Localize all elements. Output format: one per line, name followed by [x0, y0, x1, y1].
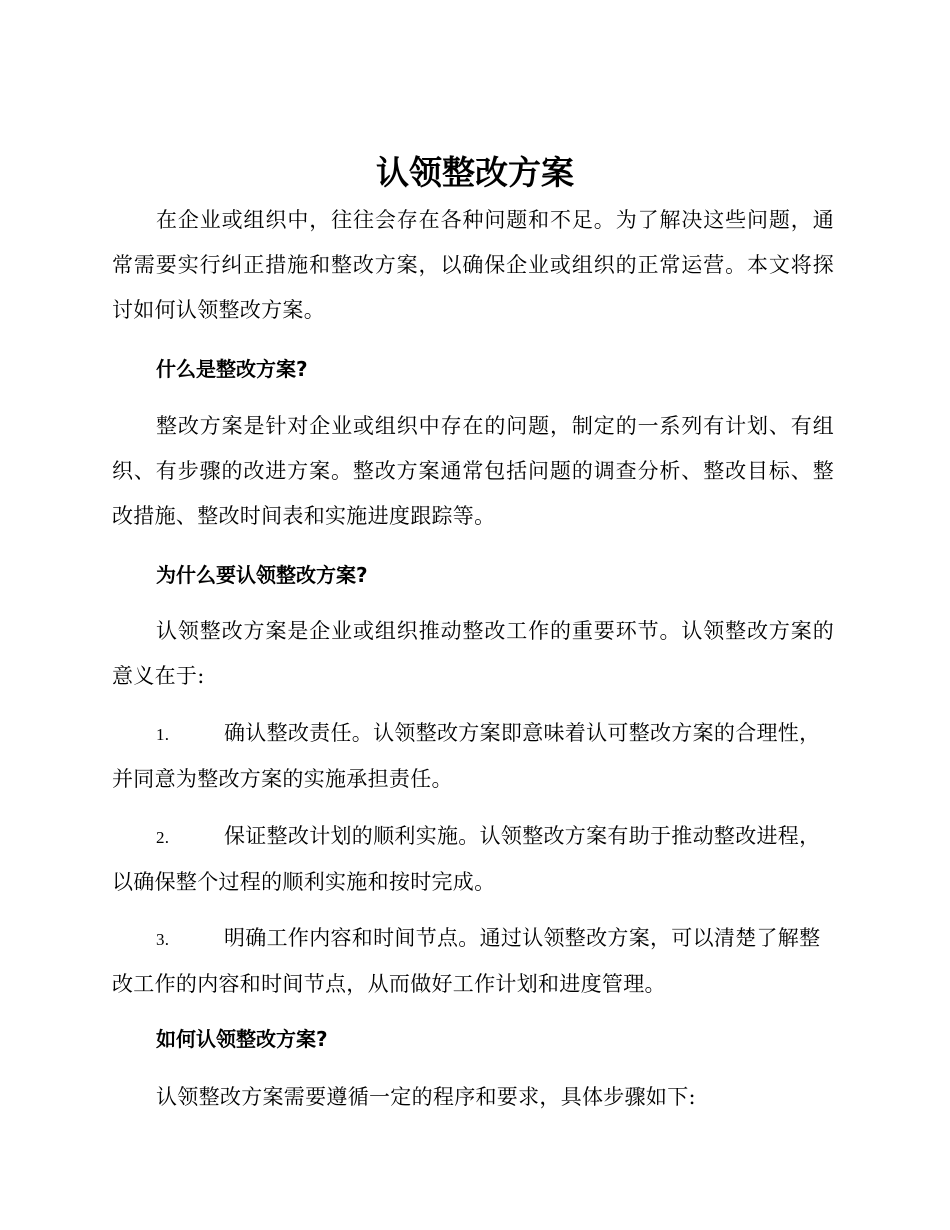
list-item-text: 保证整改计划的顺利实施。认领整改方案有助于推动整改进程，以确保整个过程的顺利实施和按时完成。	[112, 824, 821, 894]
section-body-what: 整改方案是针对企业或组织中存在的问题，制定的一系列有计划、有组织、有步骤的改进方案。整改方案通常包括问题的调查分析、整改目标、整改措施、整改时间表和实施进度跟踪等。	[112, 414, 834, 528]
page-title: 认领整改方案	[376, 153, 574, 192]
intro-paragraph: 在企业或组织中，往往会存在各种问题和不足。为了解决这些问题，通常需要实行纠正措施和整改方案，以确保企业或组织的正常运营。本文将探讨如何认领整改方案。	[112, 208, 834, 322]
section-body-why: 认领整改方案是企业或组织推动整改工作的重要环节。认领整改方案的意义在于:	[112, 619, 834, 688]
section-body-how: 认领整改方案需要遵循一定的程序和要求，具体步骤如下:	[156, 1085, 696, 1109]
section-heading-what: 什么是整改方案?	[156, 357, 308, 381]
list-item-number: 1.	[156, 725, 170, 744]
list-item-number: 3.	[156, 930, 170, 949]
list-item	[112, 814, 834, 905]
list-item	[112, 916, 834, 1007]
list-item	[112, 711, 834, 802]
list-item-text: 确认整改责任。认领整改方案即意味着认可整改方案的合理性，并同意为整改方案的实施承担责任。	[112, 721, 821, 791]
list-item-number: 2.	[156, 828, 170, 847]
section-heading-how: 如何认领整改方案?	[156, 1027, 328, 1051]
section-heading-why: 为什么要认领整改方案?	[156, 563, 368, 587]
list-item-text: 明确工作内容和时间节点。通过认领整改方案，可以清楚了解整改工作的内容和时间节点，从而做好工作计划和进度管理。	[112, 926, 821, 996]
